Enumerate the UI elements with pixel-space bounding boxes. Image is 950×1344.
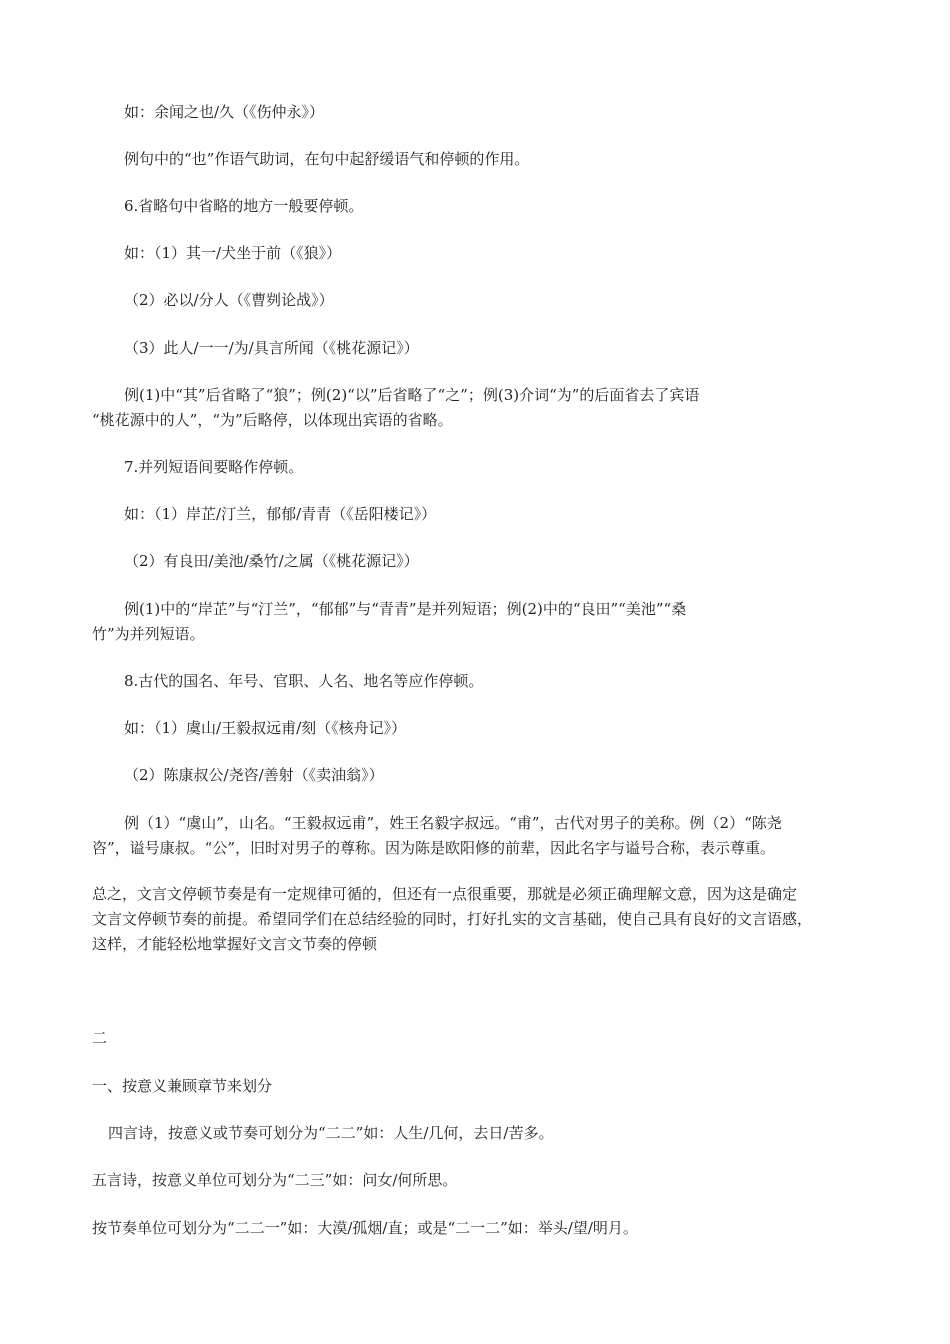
- example-line: 如：（1）虞山/王毅叔远甫/刻（《核舟记》）: [124, 719, 407, 737]
- summary-line: 这样，才能轻松地掌握好文言文节奏的停顿: [92, 935, 378, 953]
- explanation-line: 咨”，谥号康叔。“公”，旧时对男子的尊称。因为陈是欧阳修的前辈，因此名字与谥号合称，表示尊重。: [92, 839, 776, 857]
- section-number: 二: [92, 1029, 108, 1047]
- poem-rule-line: 四言诗，按意义或节奏可划分为“二二”如：人生/几何，去日/苦多。: [108, 1124, 554, 1142]
- section-heading: 一、按意义兼顾章节来划分: [92, 1077, 273, 1095]
- example-line: （2）有良田/美池/桑竹/之属（《桃花源记》）: [124, 552, 419, 570]
- rule-heading-7: 7.并列短语间要略作停顿。: [124, 458, 304, 476]
- explanation-line: 竹”为并列短语。: [92, 625, 205, 643]
- example-line: （2）陈康叔公/尧咨/善射（《卖油翁》）: [124, 766, 384, 784]
- example-line: （2）必以/分人（《曹刿论战》）: [124, 291, 334, 309]
- poem-rule-line: 按节奏单位可划分为“二二一”如：大漠/孤烟/直；或是“二一二”如：举头/望/明月。: [92, 1219, 638, 1237]
- example-line: 如：（1）其一/犬坐于前（《狼》）: [124, 244, 342, 262]
- rule-heading-6: 6.省略句中省略的地方一般要停顿。: [124, 197, 364, 215]
- example-line: 如：余闻之也/久（《伤仲永》）: [124, 103, 325, 121]
- poem-rule-line: 五言诗，按意义单位可划分为“二三”如：问女/何所思。: [92, 1171, 458, 1189]
- summary-line: 总之，文言文停顿节奏是有一定规律可循的，但还有一点很重要，那就是必须正确理解文意，因为这是确定: [92, 885, 798, 903]
- explanation-line: 例(1)中“其”后省略了“狼”；例(2)“以”后省略了“之”；例(3)介词“为”的后面省去了宾语: [124, 386, 700, 404]
- example-line: 如：（1）岸芷/汀兰，郁郁/青青（《岳阳楼记》）: [124, 505, 437, 523]
- summary-line: 文言文停顿节奏的前提。希望同学们在总结经验的同时，打好扎实的文言基础，使自己具有良好的文言语感，: [92, 910, 813, 928]
- rule-heading-8: 8.古代的国名、年号、官职、人名、地名等应作停顿。: [124, 672, 484, 690]
- explanation-line: 例（1）“虞山”，山名。“王毅叔远甫”，姓王名毅字叔远。“甫”，古代对男子的美称。例（2）“陈尧: [124, 814, 782, 832]
- explanation-line: 例句中的“也”作语气助词，在句中起舒缓语气和停顿的作用。: [124, 150, 530, 168]
- explanation-line: 例(1)中的“岸芷”与“汀兰”，“郁郁”与“青青”是并列短语；例(2)中的“良田”“美池”“桑: [124, 600, 687, 618]
- example-line: （3）此人/一一/为/具言所闻（《桃花源记》）: [124, 339, 419, 357]
- explanation-line: “桃花源中的人”，“为”后略停，以体现出宾语的省略。: [92, 411, 453, 429]
